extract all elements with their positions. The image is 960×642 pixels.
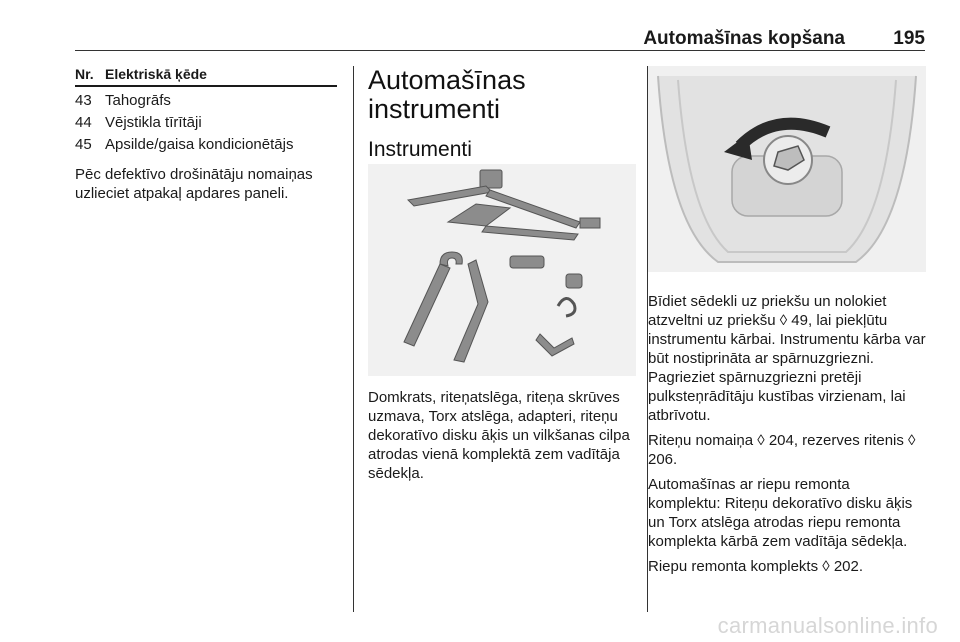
- jack-screw-shape: [580, 218, 600, 228]
- tool-box-illustration: [648, 66, 926, 272]
- table-row: [75, 87, 337, 109]
- tools-caption: Domkrats, riteņatslēga, riteņa skrūves uzmava, Torx atslēga, adapteri, riteņu dekoratīvo disku āķis un vilkšanas cilpa atrodas vienā komplektā zem vadītāja sēdekļa.: [368, 389, 630, 482]
- watermark: carmanualsonline.info: [717, 613, 938, 638]
- page-title: Automašīnas kopšana: [643, 28, 845, 49]
- torx-key-shape: [536, 334, 574, 356]
- adapter-shape: [566, 274, 582, 288]
- jack-arm-shape: [408, 186, 492, 206]
- fuse-number: 43: [75, 92, 92, 109]
- tools-column: [368, 65, 636, 482]
- jack-arm-shape: [482, 226, 578, 240]
- tool-box-drawing: [648, 66, 926, 272]
- section-subheading: Instrumenti: [368, 138, 472, 161]
- towing-eye-shape: [558, 298, 575, 316]
- fuse-circuit: Vējstikla tīrītāji: [105, 114, 202, 131]
- table-row: [75, 131, 337, 153]
- fuse-number: 44: [75, 114, 92, 131]
- section-heading: Automašīnas instrumenti: [368, 65, 526, 124]
- socket-shape: [510, 256, 544, 268]
- instruction-paragraph: Automašīnas ar riepu remonta komplektu: Riteņu dekoratīvo disku āķis un Torx atslēga atrodas riepu remonta komplekta kārbā zem vadītāja sēdekļa.: [648, 476, 913, 550]
- instructions-text: [648, 292, 926, 582]
- jack-base-shape: [448, 204, 510, 226]
- column-header-nr: Nr.: [75, 66, 94, 82]
- tools-drawing: [368, 164, 636, 376]
- jack-top-shape: [480, 170, 502, 188]
- wrench-hook-shape: [440, 252, 462, 266]
- handle-shape: [454, 260, 488, 362]
- table-row: [75, 109, 337, 131]
- fuse-note: Pēc defektīvo drošinātāju nomaiņas uzlieciet atpakaļ apdares paneli.: [75, 166, 313, 202]
- instruction-paragraph: Bīdiet sēdekli uz priekšu un nolokiet atzveltni uz priekšu ◊ 49, lai piekļūtu instrumentu kārbai. Instrumentu kārba var būt nostiprināta ar spārnuzgriezni. Pagrieziet spārnuzgriezni pretēji pulksteņrādītāju kustības virzienam, lai atbrīvotu.: [648, 293, 926, 424]
- fuse-circuit: Tahogrāfs: [105, 92, 171, 109]
- fuse-table-header: [75, 66, 337, 87]
- wheel-wrench-shape: [404, 264, 450, 346]
- instruction-paragraph: Riteņu nomaiņa ◊ 204, rezerves ritenis ◊ 206.: [648, 432, 916, 468]
- column-divider: [353, 66, 354, 612]
- column-header-circuit: Elektriskā ķēde: [105, 66, 207, 82]
- fuse-circuit: Apsilde/gaisa kondicionētājs: [105, 136, 294, 153]
- page-number: 195: [893, 28, 925, 49]
- instruction-paragraph: Riepu remonta komplekts ◊ 202.: [648, 558, 864, 575]
- fuse-number: 45: [75, 136, 92, 153]
- page-header: [75, 28, 925, 51]
- tools-illustration: [368, 164, 636, 376]
- fuse-table-column: [75, 66, 337, 203]
